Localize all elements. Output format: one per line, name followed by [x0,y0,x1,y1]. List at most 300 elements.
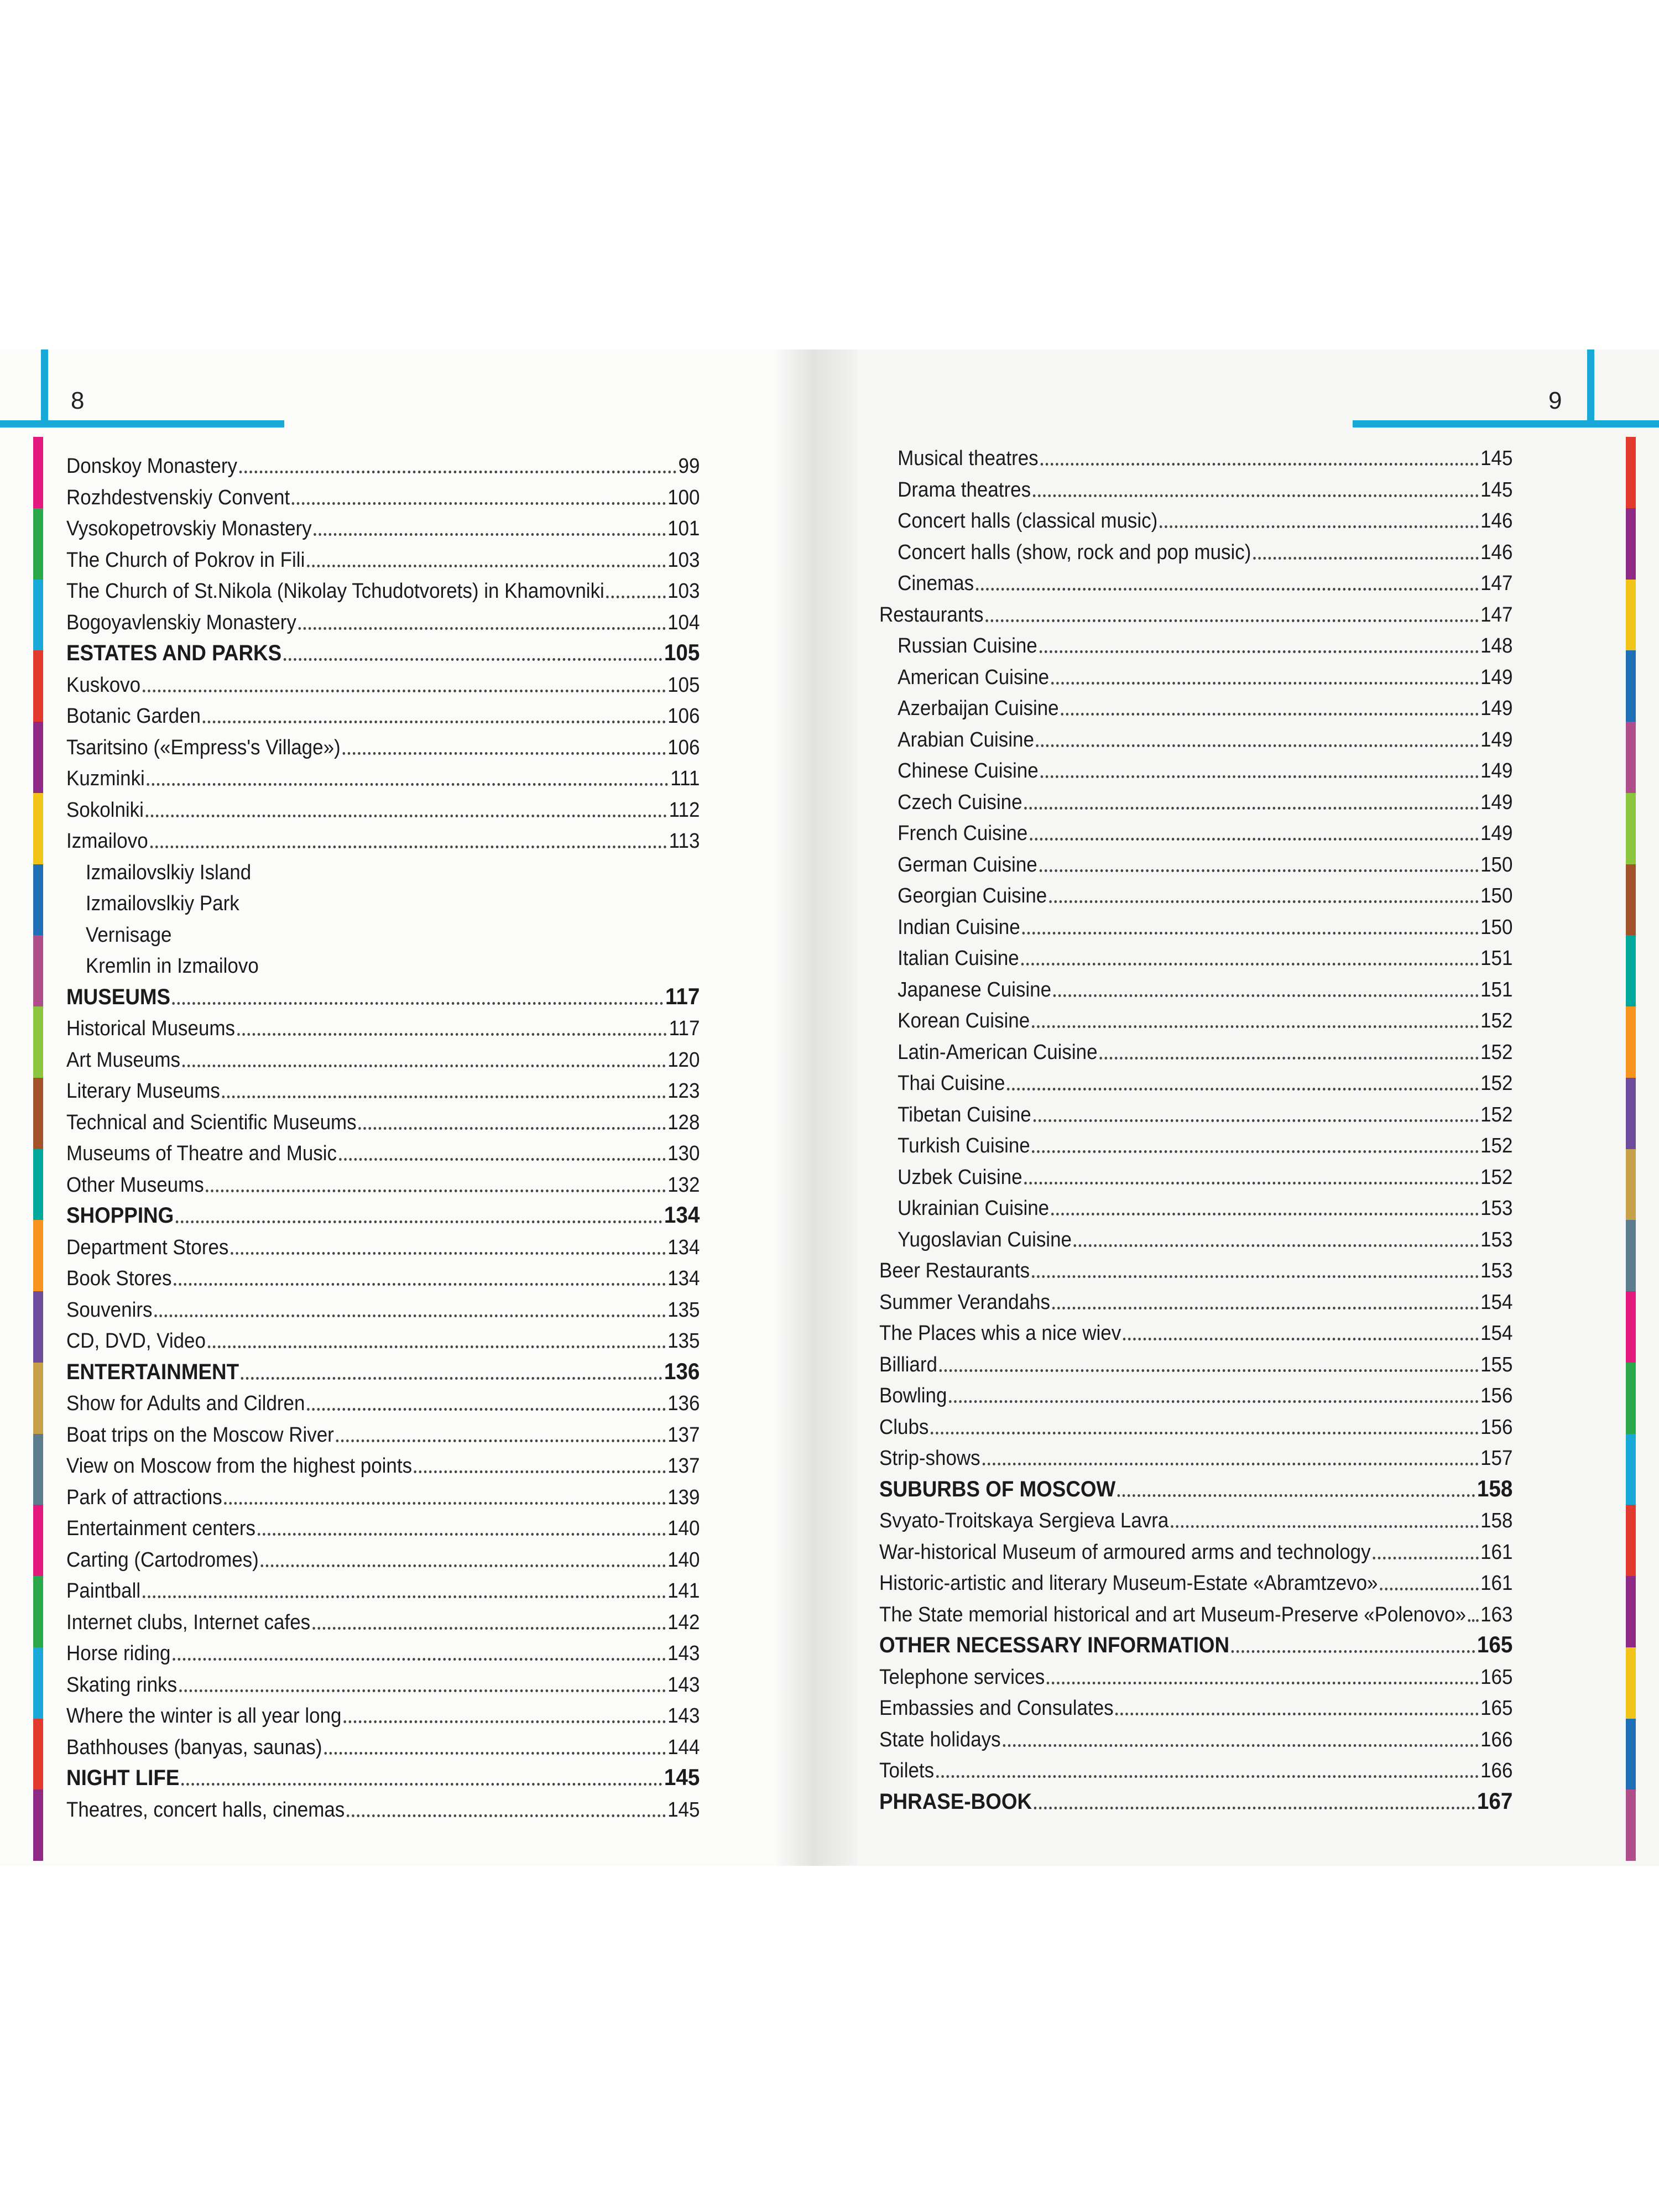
toc-entry [879,1438,1512,1469]
toc-entry [66,540,700,571]
toc-title: Cinemas [898,572,974,595]
toc-title: MUSEUMS [66,984,171,1009]
toc-page-number: 150 [1480,884,1513,907]
toc-title: Uzbek Cuisine [898,1165,1022,1189]
dot-leader [1049,900,1478,903]
toc-page-number: 103 [667,580,700,603]
toc-title: Horse riding [66,1642,171,1665]
toc-title: Izmailovo [66,830,148,853]
dot-leader [284,658,662,661]
toc-title: War-historical Museum of armoured arms and technology [879,1540,1371,1564]
toc-page-number: 166 [1480,1759,1513,1782]
toc-entry [879,1282,1512,1313]
dot-leader [182,1065,666,1067]
toc-page-number: 149 [1480,697,1513,720]
toc-entry [879,563,1512,594]
toc-title: French Cuisine [898,822,1028,845]
color-strip-segment [1626,1790,1636,1861]
toc-page-number: 144 [667,1735,700,1759]
toc-entry [66,1071,700,1102]
color-strip-segment [1626,1149,1636,1220]
toc-section-heading [66,633,700,664]
toc-page-number: 155 [1480,1353,1513,1376]
toc-title: Concert halls (show, rock and pop music) [898,540,1251,564]
toc-page-number: 166 [1480,1728,1513,1751]
toc-title: Indian Cuisine [898,915,1020,939]
toc-entry [879,500,1512,531]
dot-leader [1380,1588,1478,1590]
toc-page-number: 145 [664,1764,700,1790]
toc-entry [879,1500,1512,1531]
toc-entry [879,594,1512,625]
dot-leader [206,1190,665,1192]
toc-title: Beer Restaurants [879,1259,1030,1282]
toc-entry [879,1313,1512,1344]
dot-leader [1036,744,1479,747]
toc-page-number: 145 [1480,447,1513,470]
toc-entry [879,969,1512,1000]
toc-entry [879,844,1512,875]
dot-leader [1024,1182,1478,1185]
toc-entry [879,1000,1512,1031]
toc-title: Where the winter is all year long [66,1704,342,1728]
toc-page-number: 158 [1477,1475,1513,1501]
toc-entry [879,1657,1512,1688]
toc-page-number: 101 [667,517,700,540]
toc-entry [879,1250,1512,1281]
toc-page-number: 139 [667,1485,700,1509]
toc-title: Entertainment centers [66,1517,256,1540]
toc-page-number: 148 [1480,634,1513,658]
dot-leader [1232,1650,1475,1653]
dot-leader [176,1220,662,1223]
toc-page-number: 165 [1480,1665,1513,1689]
color-strip-segment [33,1149,43,1220]
dot-leader [358,1127,665,1130]
dot-leader [1074,1244,1479,1247]
toc-title: Park of attractions [66,1485,222,1509]
dot-leader [1033,494,1479,497]
dot-leader [339,1158,666,1161]
toc-title: Ukrainian Cuisine [898,1197,1050,1220]
dot-leader [949,1400,1478,1403]
dot-leader [1039,869,1478,872]
toc-title: OTHER NECESSARY INFORMATION [879,1633,1230,1657]
toc-entry [66,1633,700,1664]
toc-title: Book Stores [66,1267,172,1290]
dot-leader [324,1752,665,1755]
color-strip-segment [33,1006,43,1078]
toc-title: Restaurants [879,603,984,627]
toc-page-number: 149 [1480,822,1513,845]
toc-page-number: 153 [1480,1259,1513,1282]
toc-entry [66,1383,700,1414]
toc-entry [66,602,700,633]
dot-leader [1160,525,1478,528]
toc-title: Drama theatres [898,478,1031,502]
dot-leader [1030,838,1478,841]
color-strip-segment [1626,1434,1636,1505]
dot-leader [336,1439,665,1442]
toc-section-heading [66,1352,700,1383]
dot-leader [224,1502,665,1505]
toc-title: Bogoyavlenskiy Monastery [66,611,296,634]
toc-title: Kremlin in Izmailovo [85,954,259,978]
toc-entry [66,1165,700,1196]
toc-title: Department Stores [66,1235,229,1259]
toc-entry [66,477,700,508]
toc-title: Tibetan Cuisine [898,1103,1031,1126]
toc-title: Bathhouses (banyas, saunas) [66,1735,322,1759]
dot-leader [343,1720,665,1723]
dot-leader [312,1627,666,1630]
color-strip-segment [33,1434,43,1505]
toc-title: Georgian Cuisine [898,884,1047,907]
dot-leader [1373,1557,1478,1559]
dot-leader [173,1002,664,1005]
dot-leader [150,846,667,848]
toc-entry [66,1227,700,1258]
toc-page-number: 154 [1480,1322,1513,1345]
toc-entry [879,938,1512,969]
toc-page-number: 140 [667,1548,700,1572]
dot-leader [1034,1807,1475,1809]
dot-leader [143,690,666,692]
toc-page-number: 137 [667,1454,700,1478]
color-strip-segment [33,580,43,651]
toc-entry [66,1133,700,1164]
toc-page-number: 145 [667,1798,700,1822]
dot-leader [1099,1057,1478,1060]
toc-title: SUBURBS OF MOSCOW [879,1477,1116,1501]
toc-section-heading [66,977,700,1008]
toc-entry [66,1008,700,1039]
dot-leader [307,1408,665,1411]
toc-entry [66,1790,700,1820]
toc-title: Art Museums [66,1048,180,1072]
toc-entry [66,1727,700,1758]
toc-page-number: 150 [1480,853,1513,877]
toc-page-number: 120 [667,1048,700,1072]
toc-title: The Church of Pokrov in Fili [66,548,305,572]
right-header-vertical-rule [1587,349,1594,427]
toc-entry [879,1719,1512,1750]
toc-title: Embassies and Consulates [879,1697,1114,1720]
color-strip-segment [33,935,43,1006]
color-strip-segment [1626,1006,1636,1078]
toc-entry [879,782,1512,813]
color-strip-segment [33,1505,43,1576]
dot-leader [154,1314,665,1317]
toc-page-number: 152 [1480,1072,1513,1095]
toc-page-number: 137 [667,1423,700,1447]
toc-entry [879,1344,1512,1375]
dot-leader [314,533,665,536]
toc-title: Latin-American Cuisine [898,1040,1098,1064]
right-header-rule [1353,420,1659,427]
toc-title: Internet clubs, Internet cafes [66,1610,311,1634]
toc-entry [66,883,700,914]
toc-page-number: 134 [664,1202,700,1228]
toc-title: View on Moscow from the highest points [66,1454,413,1478]
color-strip-segment [33,437,43,508]
toc-page-number: 163 [1480,1603,1513,1626]
toc-page-number: 167 [1477,1787,1513,1814]
color-strip-segment [33,1078,43,1149]
dot-leader [607,596,666,598]
toc-page-number: 161 [1480,1572,1513,1595]
dot-leader [1022,932,1478,935]
toc-title: The Church of St.Nikola (Nikolay Tchudotvorets) in Khamovniki [66,580,604,603]
toc-title: Italian Cuisine [898,947,1019,970]
toc-entry [879,688,1512,719]
toc-page-number: 153 [1480,1197,1513,1220]
color-strip-segment [33,793,43,864]
toc-page-number: 134 [667,1235,700,1259]
color-strip-segment [1626,935,1636,1006]
color-strip-segment [33,1576,43,1647]
toc-page-number: 103 [667,548,700,572]
color-strip-segment [33,508,43,580]
toc-title: SHOPPING [66,1203,174,1228]
toc-entry [66,821,700,852]
toc-page-number: 136 [667,1392,700,1415]
toc-title: Concert halls (classical music) [898,509,1158,533]
dot-leader [222,1095,666,1098]
dot-leader [174,1283,665,1286]
dot-leader [1468,1619,1479,1622]
toc-page-number: 140 [667,1517,700,1540]
toc-entry [66,696,700,727]
toc-title: Sokolniki [66,798,144,822]
toc-entry [66,1446,700,1477]
toc-title: Theatres, concert halls, cinemas [66,1798,345,1822]
toc-entry [879,1750,1512,1781]
toc-entry [879,1125,1512,1156]
toc-title: PHRASE-BOOK [879,1789,1032,1814]
dot-leader [940,1369,1479,1372]
toc-title: Yugoslavian Cuisine [898,1228,1072,1251]
toc-title: State holidays [879,1728,1001,1751]
toc-title: The State memorial historical and art Museum-Preserve «Polenovo» [879,1603,1466,1626]
toc-page-number: 152 [1480,1103,1513,1126]
toc-title: Historic-artistic and literary Museum-Estate «Abramtzevo» [879,1572,1378,1595]
color-strip-segment [33,722,43,793]
toc-page-number: 147 [1480,572,1513,595]
color-strip-segment [33,1719,43,1790]
toc-page-number: 99 [678,455,700,478]
dot-leader [181,1783,662,1786]
toc-entry [879,719,1512,750]
toc-page-number: 105 [667,673,700,697]
toc-entry [66,1258,700,1289]
toc-entry [879,1563,1512,1594]
color-strip-segment [1626,1719,1636,1790]
toc-title: Strip-shows [879,1447,980,1470]
toc-page-number: 106 [667,705,700,728]
toc-page-number: 146 [1480,540,1513,564]
toc-page-number: 113 [669,830,700,853]
toc-page-number: 158 [1480,1509,1513,1532]
toc-entry [879,1063,1512,1094]
dot-leader [203,721,666,723]
toc-entry [66,915,700,946]
toc-page-number: 149 [1480,728,1513,752]
toc-entry [879,1407,1512,1438]
toc-title: CD, DVD, Video [66,1329,206,1353]
toc-page-number: 156 [1480,1384,1513,1407]
toc-page-number: 165 [1480,1697,1513,1720]
toc-entry [66,1290,700,1321]
dot-leader [347,1814,665,1817]
toc-page-number: 156 [1480,1415,1513,1439]
toc-page-number: 165 [1477,1631,1513,1657]
toc-entry [66,1695,700,1726]
toc-title: Japanese Cuisine [898,978,1052,1001]
toc-section-heading [879,1625,1512,1656]
toc-page-number: 105 [664,639,700,665]
book-gutter [774,349,857,1866]
toc-page-number: 132 [667,1173,700,1197]
dot-leader [1171,1525,1478,1528]
dot-leader [1123,1338,1479,1340]
color-strip-segment [1626,864,1636,936]
dot-leader [1051,682,1479,685]
toc-entry [879,750,1512,781]
dot-leader [1032,1275,1479,1278]
toc-entry [879,875,1512,906]
dot-leader [936,1775,1479,1778]
dot-leader [1040,775,1478,778]
toc-page-number: 153 [1480,1228,1513,1251]
toc-entry [66,508,700,539]
color-strip-segment [1626,1576,1636,1647]
toc-page-number: 152 [1480,1134,1513,1157]
toc-page-number: 136 [664,1358,700,1384]
toc-entry [879,907,1512,938]
toc-entry [66,571,700,602]
dot-leader [179,1689,666,1692]
dot-leader [1040,463,1478,466]
dot-leader [147,783,669,786]
toc-page-number: 149 [1480,790,1513,814]
dot-leader [258,1533,666,1536]
left-page-number: 8 [71,387,85,414]
left-header-vertical-rule [41,349,48,427]
dot-leader [1032,1025,1479,1028]
dot-leader [1007,1088,1478,1091]
toc-entry [879,1532,1512,1563]
toc-title: Izmailovslkiy Island [85,860,252,884]
toc-entry [66,1415,700,1446]
toc-title: American Cuisine [898,665,1050,689]
toc-title: Boat trips on the Moscow River [66,1423,334,1447]
toc-page-number: 128 [667,1110,700,1134]
toc-entry [879,1594,1512,1625]
toc-entry [879,469,1512,500]
toc-title: Tsaritsino («Empress's Village») [66,735,341,759]
toc-page-number: 143 [667,1673,700,1697]
toc-title: Souvenirs [66,1298,153,1322]
color-strip-segment [33,1647,43,1719]
dot-leader [241,1377,662,1380]
toc-title: German Cuisine [898,853,1037,877]
toc-page-number: 143 [667,1704,700,1728]
dot-leader [237,1033,667,1036]
toc-entry [879,1094,1512,1125]
toc-page-number: 150 [1480,915,1513,939]
dot-leader [173,1658,665,1661]
color-strip-segment [33,1790,43,1861]
dot-leader [1118,1494,1475,1497]
dot-leader [1253,557,1478,560]
dot-leader [143,1595,666,1598]
right-page-number: 9 [1548,387,1562,414]
toc-page-number: 134 [667,1267,700,1290]
toc-page-number: 152 [1480,1009,1513,1032]
color-strip-segment [1626,1220,1636,1291]
toc-page-number: 135 [667,1329,700,1353]
toc-page-number: 142 [667,1610,700,1634]
dot-leader [985,619,1478,622]
color-strip-segment [33,864,43,936]
color-strip-segment [33,1220,43,1291]
toc-entry [66,1540,700,1571]
toc-title: Czech Cuisine [898,790,1022,814]
toc-entry [879,1188,1512,1219]
toc-entry [879,813,1512,844]
toc-entry [879,1219,1512,1250]
toc-title: Billiard [879,1353,937,1376]
toc-title: Botanic Garden [66,705,201,728]
toc-section-heading [66,1758,700,1789]
dot-leader [239,471,676,473]
toc-section-heading [879,1469,1512,1500]
toc-page-number: 151 [1480,978,1513,1001]
toc-page-number: 157 [1480,1447,1513,1470]
toc-title: Literary Museums [66,1079,220,1103]
toc-page-number: 145 [1480,478,1513,502]
dot-leader [1047,1682,1478,1684]
toc-entry [66,790,700,821]
color-strip-segment [1626,1505,1636,1576]
toc-page-number: 147 [1480,603,1513,627]
dot-leader [1052,1307,1479,1310]
dot-leader [1053,994,1479,997]
dot-leader [1039,650,1478,653]
color-strip-segment [1626,1291,1636,1363]
toc-title: The Places whis a nice wiev [879,1322,1121,1345]
toc-page-number: 154 [1480,1290,1513,1314]
dot-leader [1033,1119,1478,1122]
toc-entry [879,625,1512,656]
dot-leader [299,627,666,630]
color-strip-segment [1626,793,1636,864]
toc-page-number: 161 [1480,1540,1513,1564]
dot-leader [231,1252,665,1255]
toc-title: NIGHT LIFE [66,1766,180,1790]
toc-entry [66,758,700,789]
toc-entry [66,727,700,758]
toc-entry [66,1665,700,1695]
toc-entry [66,1321,700,1352]
dot-leader [931,1432,1478,1434]
toc-page-number: 104 [667,611,700,634]
color-strip-segment [1626,1647,1636,1719]
toc-title: Svyato-Troitskaya Sergieva Lavra [879,1509,1169,1532]
left-header-rule [0,420,284,427]
toc-page-number: 143 [667,1642,700,1665]
